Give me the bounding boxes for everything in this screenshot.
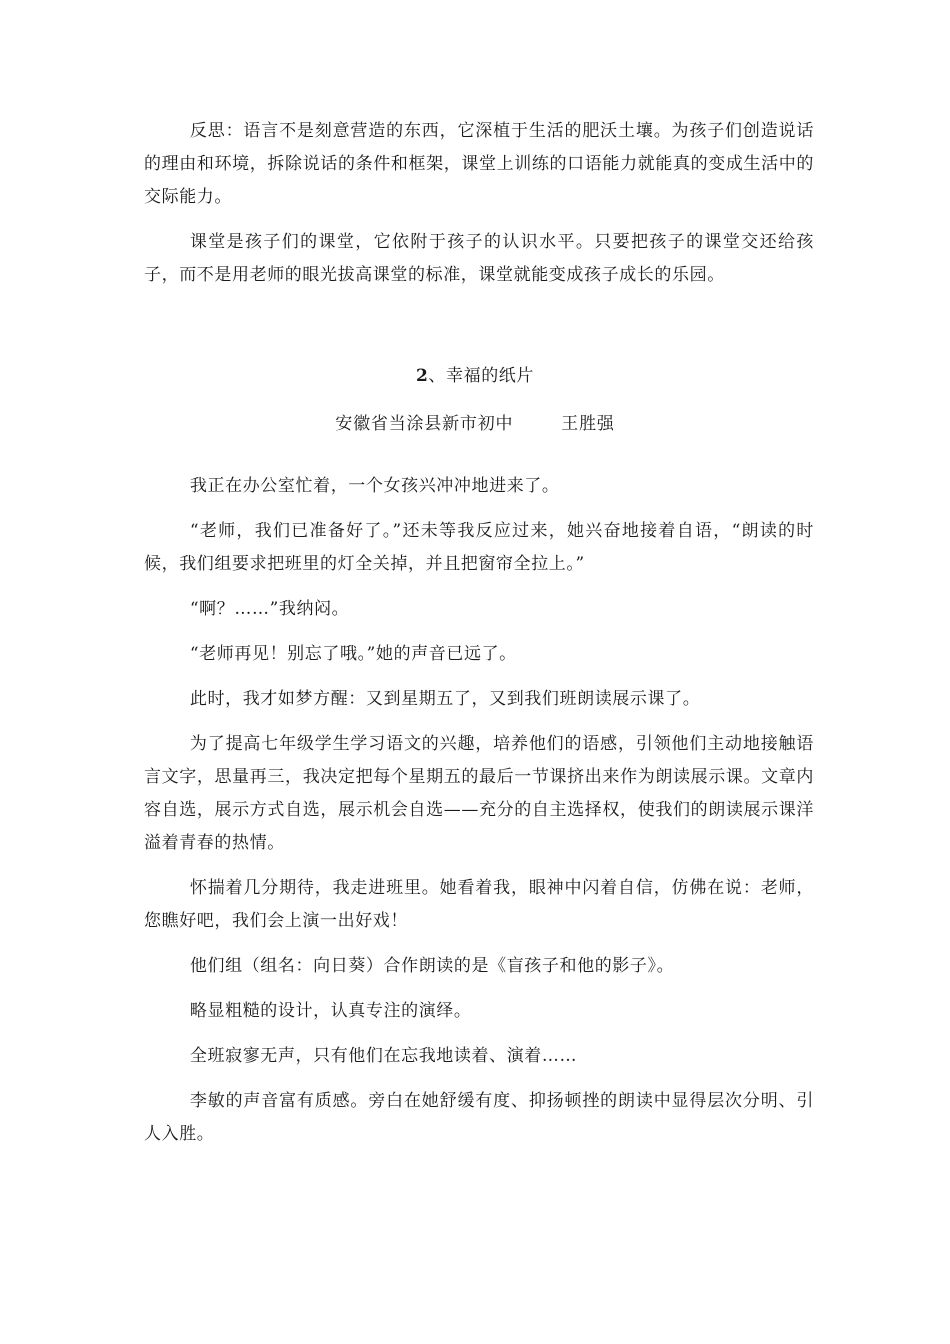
body-paragraph: “老师，我们已准备好了。”还未等我反应过来，她兴奋地接着自语，“朗读的时候，我们组要求把班里的灯全关掉，并且把窗帘全拉上。” — [144, 521, 814, 574]
article-title — [0, 362, 950, 390]
author-name: 王胜强 — [561, 414, 615, 434]
reflection-paragraph: 反思：语言不是刻意营造的东西，它深植于生活的肥沃土壤。为孩子们创造说话的理由和环境，拆除说话的条件和框架，课堂上训练的口语能力就能真的变成生活中的交际能力。 — [144, 121, 814, 207]
article-number: 2 — [415, 366, 429, 386]
reflection-paragraph: 课堂是孩子们的课堂，它依附于孩子的认识水平。只要把孩子的课堂交还给孩子，而不是用老师的眼光拔高课堂的标准，课堂就能变成孩子成长的乐园。 — [144, 232, 814, 285]
author-school: 安徽省当涂县新市初中 — [335, 414, 514, 434]
body-paragraph: 略显粗糙的设计，认真专注的演绎。 — [189, 1001, 472, 1021]
body-paragraph: 怀揣着几分期待，我走进班里。她看着我，眼神中闪着自信，仿佛在说：老师，您瞧好吧，我们会上演一出好戏！ — [144, 878, 814, 931]
body-paragraph: “啊？……”我纳闷。 — [189, 599, 350, 619]
body-paragraph: 全班寂寥无声，只有他们在忘我地读着、演着…… — [189, 1046, 578, 1066]
article-body — [144, 470, 814, 1151]
body-paragraph: 我正在办公室忙着，一个女孩兴冲冲地进来了。 — [189, 476, 560, 496]
body-paragraph: 此时，我才如梦方醒：又到星期五了，又到我们班朗读展示课了。 — [189, 689, 701, 709]
body-paragraph: 李敏的声音富有质感。旁白在她舒缓有度、抑扬顿挫的朗读中显得层次分明、引人入胜。 — [144, 1091, 814, 1144]
article-title-text: 、幸福的纸片 — [428, 366, 535, 386]
article-byline — [0, 410, 950, 438]
reflection-section — [144, 115, 814, 292]
body-paragraph: 他们组（组名：向日葵）合作朗读的是《盲孩子和他的影子》。 — [189, 956, 675, 976]
body-paragraph: 为了提高七年级学生学习语文的兴趣，培养他们的语感，引领他们主动地接触语言文字，思量再三，我决定把每个星期五的最后一节课挤出来作为朗读展示课。文章内容自选，展示方式自选，展示机会自选——充分的自主选择权，使我们的朗读展示课洋溢着青春的热情。 — [144, 734, 814, 853]
body-paragraph: “老师再见！别忘了哦。”她的声音已远了。 — [189, 644, 517, 664]
